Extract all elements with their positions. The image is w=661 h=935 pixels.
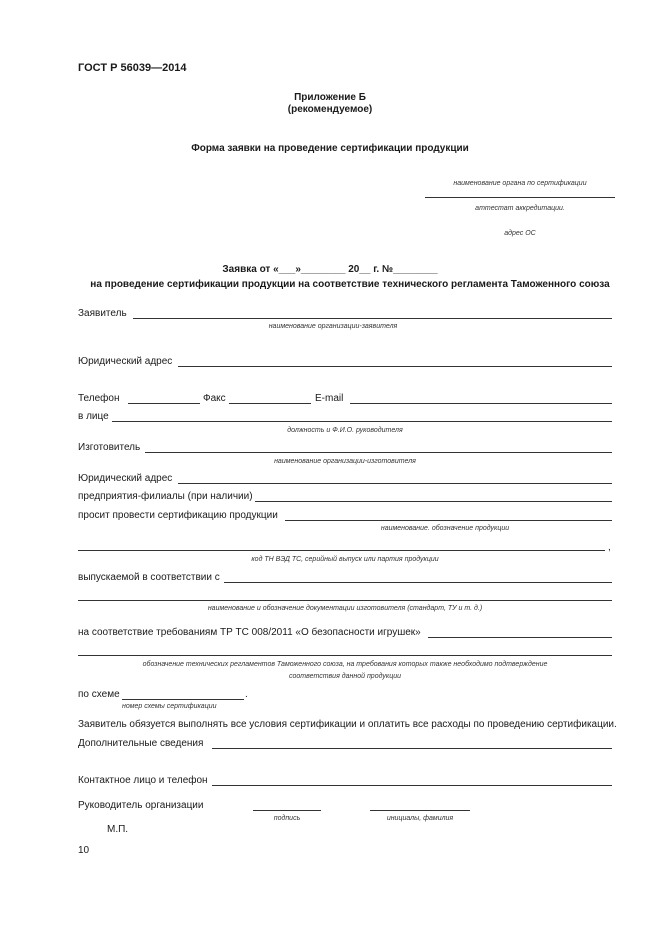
scheme-label: по схеме: [78, 689, 120, 700]
applicant-caption: наименование организации-заявителя: [268, 323, 398, 330]
code-comma: ,: [608, 542, 611, 553]
scheme-field[interactable]: [122, 699, 244, 700]
additional-label: Дополнительные сведения: [78, 738, 204, 749]
product-caption: наименование. обозначение продукции: [380, 525, 510, 532]
address-caption: адрес ОС: [504, 230, 536, 237]
branches-label: предприятия-филиалы (при наличии): [78, 491, 253, 502]
produced-label: выпускаемой в соответствии с: [78, 572, 220, 583]
legal-address-label: Юридический адрес: [78, 356, 173, 367]
branches-field[interactable]: [255, 501, 612, 502]
email-label: E-mail: [315, 393, 344, 404]
request-label: просит провести сертификацию продукции: [78, 510, 278, 521]
docs-field[interactable]: [78, 600, 612, 601]
organ-line: [425, 197, 615, 198]
attestat-caption: аттестат аккредитации.: [475, 205, 565, 212]
appendix-subtitle: (рекомендуемое): [287, 104, 373, 115]
head-label: Руководитель организации: [78, 800, 204, 811]
scheme-caption: номер схемы сертификации: [122, 703, 217, 710]
manufacturer-field[interactable]: [145, 452, 612, 453]
signature-caption: подпись: [273, 815, 301, 822]
applicant-field[interactable]: [133, 318, 612, 319]
legal-address2-field[interactable]: [178, 483, 612, 484]
contact-label: Контактное лицо и телефон: [78, 775, 208, 786]
legal-address2-label: Юридический адрес: [78, 473, 173, 484]
form-title: Форма заявки на проведение сертификации продукции: [191, 143, 469, 154]
fax-label: Факс: [203, 393, 226, 404]
manufacturer-caption: наименование организации-изготовителя: [274, 458, 416, 465]
application-heading: Заявка от «___»________ 20__ г. №________: [222, 264, 438, 275]
in-person-field[interactable]: [112, 421, 612, 422]
signature-field[interactable]: [253, 810, 321, 811]
regs-caption-2: соответствия данной продукции: [289, 673, 401, 680]
compliance-field[interactable]: [428, 637, 612, 638]
in-person-caption: должность и Ф.И.О. руководителя: [287, 427, 403, 434]
contact-field[interactable]: [212, 785, 612, 786]
in-person-label: в лице: [78, 411, 109, 422]
applicant-label: Заявитель: [78, 308, 127, 319]
compliance-label: на соответствие требованиям ТР ТС 008/2011 «О безопасности игрушек»: [78, 627, 421, 638]
application-subheading: на проведение сертификации продукции на соответствие технического регламента Таможенного союза: [90, 279, 610, 290]
produced-field[interactable]: [224, 582, 612, 583]
legal-address-field[interactable]: [178, 366, 612, 367]
code-field[interactable]: [78, 550, 605, 551]
code-caption: код ТН ВЭД ТС, серийный выпуск или партия продукции: [251, 556, 439, 563]
additional-field[interactable]: [212, 748, 612, 749]
manufacturer-label: Изготовитель: [78, 442, 141, 453]
initials-field[interactable]: [370, 810, 470, 811]
scheme-dot: .: [245, 689, 248, 700]
obligation-text: Заявитель обязуется выполнять все условия сертификации и оплатить все расходы по проведению сертификации.: [78, 719, 617, 730]
fax-field[interactable]: [229, 403, 311, 404]
appendix-title: Приложение Б: [294, 92, 366, 103]
document-id: ГОСТ Р 56039—2014: [78, 62, 187, 74]
regs-field[interactable]: [78, 655, 612, 656]
regs-caption-1: обозначение технических регламентов Таможенного союза, на требования которых также необходимо подтверждение: [142, 661, 548, 668]
initials-caption: инициалы, фамилия: [386, 815, 454, 822]
docs-caption: наименование и обозначение документации изготовителя (стандарт, ТУ и т. д.): [207, 605, 483, 612]
organ-caption: наименование органа по сертификации: [453, 180, 587, 187]
phone-field[interactable]: [128, 403, 200, 404]
page-number: 10: [78, 845, 90, 856]
phone-label: Телефон: [78, 393, 120, 404]
stamp-label: М.П.: [107, 824, 129, 835]
product-field[interactable]: [285, 520, 612, 521]
email-field[interactable]: [350, 403, 612, 404]
